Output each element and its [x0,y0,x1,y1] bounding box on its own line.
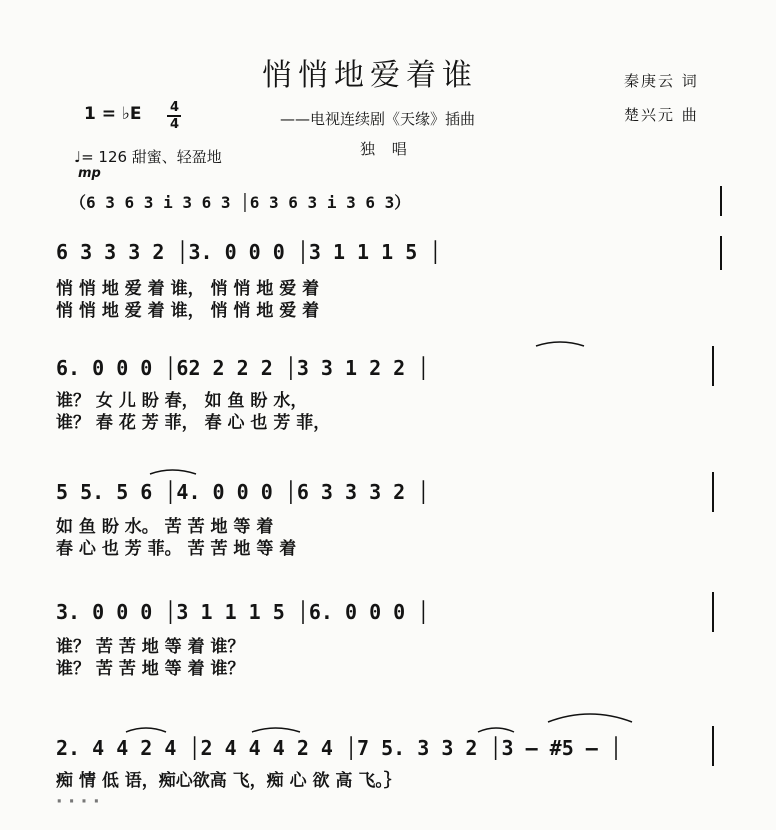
lyrics-row-3-verse-2: 春 心 也 芳 菲。 苦 苦 地 等 着 [56,539,297,559]
song-subtitle: ——电视连续剧《天缘》插曲 [280,110,476,128]
song-title: 悄悄地爱着谁 [262,58,478,93]
lyrics-row-5-verse-1: 痴 情 低 语，痴心欲高 飞，痴 心 欲 高 飞。｝ [56,771,401,791]
lyrics-row-4-verse-2: 谁？ 苦 苦 地 等 着 谁？ [56,659,245,679]
lyrics-row-1-verse-1: 悄 悄 地 爱 着 谁， 悄 悄 地 爱 着 [56,279,320,299]
notes-row-5: 2. 4 4 2 4 │2 4 4 4 2 4 │7 5. 3 3 2 │3 — #5 — │ [56,736,622,760]
tie-mark [126,728,166,732]
tie-mark [478,728,514,732]
lyrics-row-3-verse-1: 如 鱼 盼 水。 苦 苦 地 等 着 [56,517,274,537]
notes-row-1: 6 3 3 3 2 │3. 0 0 0 │3 1 1 1 5 │ [56,240,442,264]
notes-row-4: 3. 0 0 0 │3 1 1 1 5 │6. 0 0 0 │ [56,600,430,624]
lyricist-credit: 秦庚云 词 [624,72,699,90]
tie-mark [548,714,632,722]
tie-mark [536,342,584,346]
tempo-marking: ♩= 126 甜蜜、轻盈地 [74,148,222,166]
key-signature: 1 = ♭E [84,104,142,124]
lyrics-row-4-verse-1: 谁？ 苦 苦 地 等 着 谁？ [56,637,245,657]
lyrics-row-5-verse-2-cut: · · · · [56,792,100,812]
notes-row-3: 5 5. 5 6 │4. 0 0 0 │6 3 3 3 2 │ [56,480,430,504]
time-signature-bottom: 4 [170,117,180,132]
composer-credit: 楚兴元 曲 [624,106,699,124]
performance-type: 独 唱 [360,140,413,158]
dynamic-marking: mp [78,166,101,181]
tie-mark [150,470,196,474]
notes-row-2: 6. 0 0 0 │62 2 2 2 │3 3 1 2 2 │ [56,356,430,380]
time-signature-top: 4 [170,100,180,115]
lyrics-row-2-verse-1: 谁？ 女 儿 盼 春， 如 鱼 盼 水， [56,391,308,411]
tie-mark [252,728,300,732]
lyrics-row-2-verse-2: 谁？ 春 花 芳 菲， 春 心 也 芳 菲， [56,413,331,433]
prelude-line: （6 3 6 3 i 3 6 3 │6 3 6 3 i 3 6 3） [70,193,411,212]
lyrics-row-1-verse-2: 悄 悄 地 爱 着 谁， 悄 悄 地 爱 着 [56,301,320,321]
